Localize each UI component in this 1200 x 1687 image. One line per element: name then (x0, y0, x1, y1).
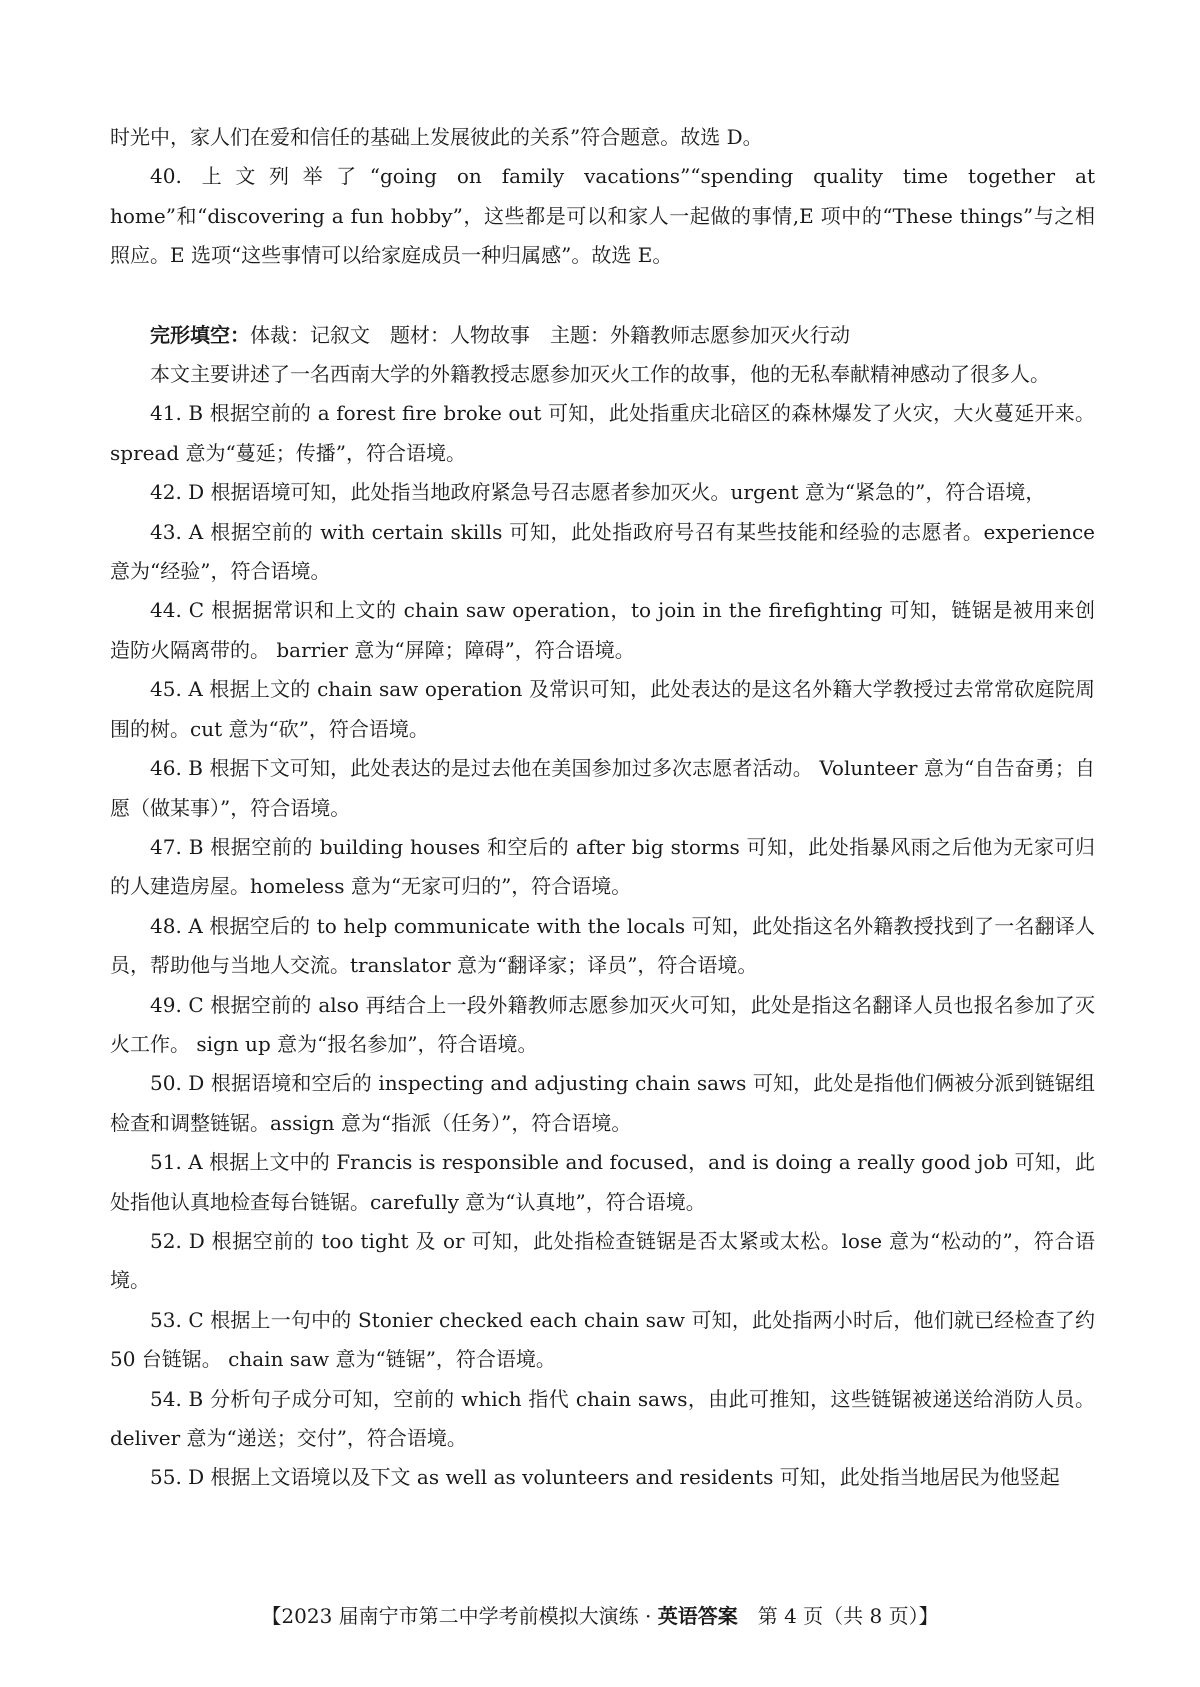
section-summary: 本文主要讲述了一名西南大学的外籍教授志愿参加灭火工作的故事，他的无私奉献精神感动了很多人。 (150, 362, 1050, 387)
answer-49: 49. C 根据空前的 also 再结合上一段外籍教师志愿参加灭火可知，此处是指这名翻译人员也报名参加了灭火工作。 sign up 意为“报名参加”，符合语境。 (110, 992, 1095, 1056)
answer-40: 40. 上文列举了“going on family vacations”“spending quality time together at home”和“discovering a fun hobby”，这些都是可以和家人一起做的事情,E 项中的“These things”与之相照应。E 选项“这些事情可以给家庭成员一种归属感”。故选 E。 (110, 164, 1095, 268)
answer-52: 52. D 根据空前的 too tight 及 or 可知，此处指检查链锯是否太紧或太松。lose 意为“松动的”，符合语境。 (110, 1228, 1095, 1293)
answer-53: 53. C 根据上一句中的 Stonier checked each chain saw 可知，此处指两小时后，他们就已经检查了约 50 台链锯。 chain saw 意为“链锯”，符合语境。 (110, 1307, 1095, 1372)
section-heading (110, 316, 1095, 355)
answer-42: 42. D 根据语境可知，此处指当地政府紧急号召志愿者参加灭火。urgent 意为“紧急的”，符合语境， (150, 480, 1046, 505)
footer-subject: 英语答案 (657, 1604, 738, 1628)
answer-44: 44. C 根据据常识和上文的 chain saw operation，to join in the firefighting 可知，链锯是被用来创造防火隔离带的。 barrier 意为“屏障；障碍”，符合语境。 (110, 598, 1095, 662)
answer-47: 47. B 根据空前的 building houses 和空后的 after big storms 可知，此处指暴风雨之后他为无家可归的人建造房屋。homeless 意为“无家可归的”，符合语境。 (110, 834, 1095, 899)
intro-paragraph: 时光中，家人们在爱和信任的基础上发展彼此的关系”符合题意。故选 D。 (110, 125, 763, 149)
answer-43: 43. A 根据空前的 with certain skills 可知，此处指政府号召有某些技能和经验的志愿者。experience 意为“经验”，符合语境。 (110, 519, 1095, 584)
footer-page-number: 第 4 页（共 8 页） (737, 1604, 919, 1628)
answer-50: 50. D 根据语境和空后的 inspecting and adjusting chain saws 可知，此处是指他们俩被分派到链锯组检查和调整链锯。assign 意为“指派（任务）”，符合语境。 (110, 1071, 1095, 1135)
answer-46: 46. B 根据下文可知，此处表达的是过去他在美国参加过多次志愿者活动。 Volunteer 意为“自告奋勇；自愿（做某事）”，符合语境。 (110, 756, 1095, 820)
document-body (110, 118, 1095, 1498)
section-label: 完形填空： (150, 322, 250, 347)
section-gap (110, 276, 1095, 316)
answer-45: 45. A 根据上文的 chain saw operation 及常识可知，此处表达的是这名外籍大学教授过去常常砍庭院周围的树。cut 意为“砍”，符合语境。 (110, 677, 1095, 741)
answer-51: 51. A 根据上文中的 Francis is responsible and focused，and is doing a really good job 可知，此处指他认真地检查每台链锯。carefully 意为“认真地”，符合语境。 (110, 1150, 1095, 1214)
answer-41: 41. B 根据空前的 a forest fire broke out 可知，此处指重庆北碚区的森林爆发了火灾，大火蔓延开来。 spread 意为“蔓延；传播”，符合语境。 (110, 401, 1095, 465)
footer-close-bracket: 】 (918, 1604, 939, 1628)
section-meta: 体裁：记叙文 题材：人物故事 主题：外籍教师志愿参加灭火行动 (250, 322, 850, 347)
answer-55: 55. D 根据上文语境以及下文 as well as volunteers and residents 可知，此处指当地居民为他竖起 (150, 1465, 1060, 1490)
page-footer (0, 1601, 1200, 1631)
footer-exam-title: 2023 届南宁市第二中学考前模拟大演练 · (281, 1604, 658, 1628)
footer-open-bracket: 【 (261, 1604, 282, 1628)
answer-54: 54. B 分析句子成分可知，空前的 which 指代 chain saws，由此可推知，这些链锯被递送给消防人员。 deliver 意为“递送；交付”，符合语境。 (110, 1386, 1095, 1450)
answer-48: 48. A 根据空后的 to help communicate with the locals 可知，此处指这名外籍教授找到了一名翻译人员，帮助他与当地人交流。translator 意为“翻译家；译员”，符合语境。 (110, 913, 1095, 978)
